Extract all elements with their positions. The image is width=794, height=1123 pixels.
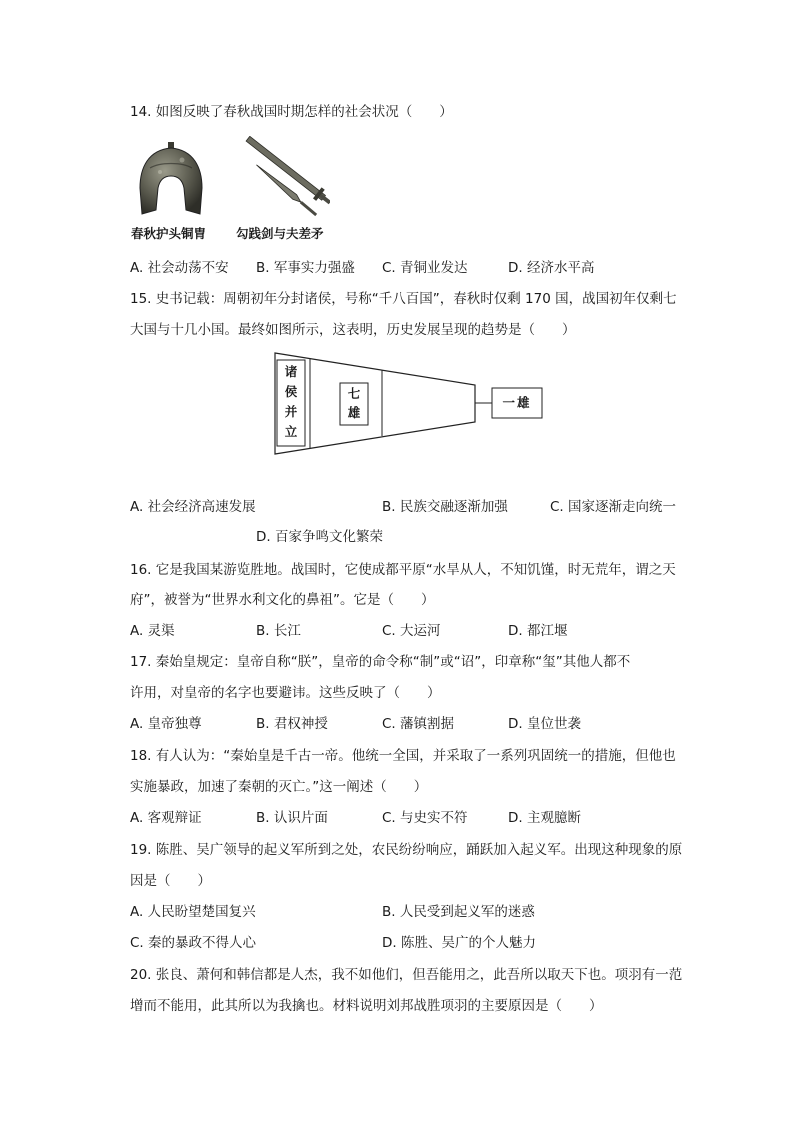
question-17-option-a[interactable]: A. 皇帝独尊 xyxy=(130,716,202,732)
question-19-option-b[interactable]: B. 人民受到起义军的迷惑 xyxy=(382,904,535,920)
question-19-text-line-1: 19. 陈胜、吴广领导的起义军所到之处，农民纷纷响应，踊跃加入起义军。出现这种现象的原 xyxy=(130,842,683,858)
question-18-text-line-1: 18. 有人认为：“秦始皇是千古一帝。他统一全国，并采取了一系列巩固统一的措施，但他也 xyxy=(130,748,676,764)
question-15-option-c[interactable]: C. 国家逐渐走向统一 xyxy=(550,499,677,515)
question-18-option-d[interactable]: D. 主观臆断 xyxy=(508,810,581,826)
diagram-left-box-text xyxy=(277,362,305,442)
question-17-option-b[interactable]: B. 君权神授 xyxy=(256,716,328,732)
diagram-left-char: 并 xyxy=(284,404,298,419)
question-15-option-d[interactable]: D. 百家争鸣文化繁荣 xyxy=(256,529,383,545)
question-17-text-line-2: 许用，对皇帝的名字也要避讳。这些反映了（ ） xyxy=(130,685,441,701)
question-15-option-a[interactable]: A. 社会经济高速发展 xyxy=(130,499,256,515)
diagram-left-char: 诸 xyxy=(284,364,298,379)
question-16-option-c[interactable]: C. 大运河 xyxy=(382,623,441,639)
question-17-text-line-1: 17. 秦始皇规定：皇帝自称“朕”，皇帝的命令称“制”或“诏”，印章称“玺”其他人都不 xyxy=(130,654,631,670)
diagram-middle-char: 七 xyxy=(347,386,361,401)
bronze-helmet-image xyxy=(130,138,212,222)
question-19-text-line-2: 因是（ ） xyxy=(130,873,211,889)
question-14-option-d[interactable]: D. 经济水平高 xyxy=(508,260,595,276)
question-16-option-d[interactable]: D. 都江堰 xyxy=(508,623,568,639)
question-15-text-line-1: 15. 史书记载：周朝初年分封诸侯，号称“千八百国”，春秋时仅剩 170 国，战国初年仅剩七 xyxy=(130,291,677,307)
sword-spear-caption: 勾践剑与夫差矛 xyxy=(236,226,324,241)
question-18-option-c[interactable]: C. 与史实不符 xyxy=(382,810,468,826)
sword-and-spear-image xyxy=(238,136,330,222)
question-18-option-b[interactable]: B. 认识片面 xyxy=(256,810,328,826)
diagram-left-char: 立 xyxy=(284,424,298,439)
question-16-text-line-1: 16. 它是我国某游览胜地。战国时，它使成都平原“水旱从人，不知饥馑，时无荒年，谓之天 xyxy=(130,562,676,578)
diagram-right-box-text: 一雄 xyxy=(502,395,532,410)
question-19-option-a[interactable]: A. 人民盼望楚国复兴 xyxy=(130,904,256,920)
question-16-option-a[interactable]: A. 灵渠 xyxy=(130,623,175,639)
helmet-caption: 春秋护头铜胄 xyxy=(131,226,207,241)
question-14-text: 14. 如图反映了春秋战国时期怎样的社会状况（ ） xyxy=(130,104,453,120)
question-15-text-line-2: 大国与十几小国。最终如图所示，这表明，历史发展呈现的趋势是（ ） xyxy=(130,322,576,338)
question-14-option-c[interactable]: C. 青铜业发达 xyxy=(382,260,468,276)
question-16-text-line-2: 府”，被誉为“世界水利文化的鼻祖”。它是（ ） xyxy=(130,592,435,608)
question-14-option-a[interactable]: A. 社会动荡不安 xyxy=(130,260,229,276)
question-20-text-line-1: 20. 张良、萧何和韩信都是人杰，我不如他们，但吾能用之，此吾所以取天下也。项羽有一范 xyxy=(130,967,683,983)
diagram-left-char: 侯 xyxy=(284,384,298,399)
diagram-middle-box-text xyxy=(340,384,368,422)
question-16-option-b[interactable]: B. 长江 xyxy=(256,623,301,639)
question-14-option-b[interactable]: B. 军事实力强盛 xyxy=(256,260,355,276)
question-18-option-a[interactable]: A. 客观辩证 xyxy=(130,810,202,826)
question-18-text-line-2: 实施暴政，加速了秦朝的灭亡。”这一阐述（ ） xyxy=(130,779,428,795)
unification-funnel-diagram xyxy=(270,350,550,460)
question-17-option-d[interactable]: D. 皇位世袭 xyxy=(508,716,581,732)
question-17-option-c[interactable]: C. 藩镇割据 xyxy=(382,716,455,732)
diagram-middle-char: 雄 xyxy=(347,405,361,420)
question-19-option-d[interactable]: D. 陈胜、吴广的个人魅力 xyxy=(382,935,536,951)
question-20-text-line-2: 增而不能用，此其所以为我擒也。材料说明刘邦战胜项羽的主要原因是（ ） xyxy=(130,998,603,1014)
question-15-option-b[interactable]: B. 民族交融逐渐加强 xyxy=(382,499,508,515)
question-19-option-c[interactable]: C. 秦的暴政不得人心 xyxy=(130,935,257,951)
